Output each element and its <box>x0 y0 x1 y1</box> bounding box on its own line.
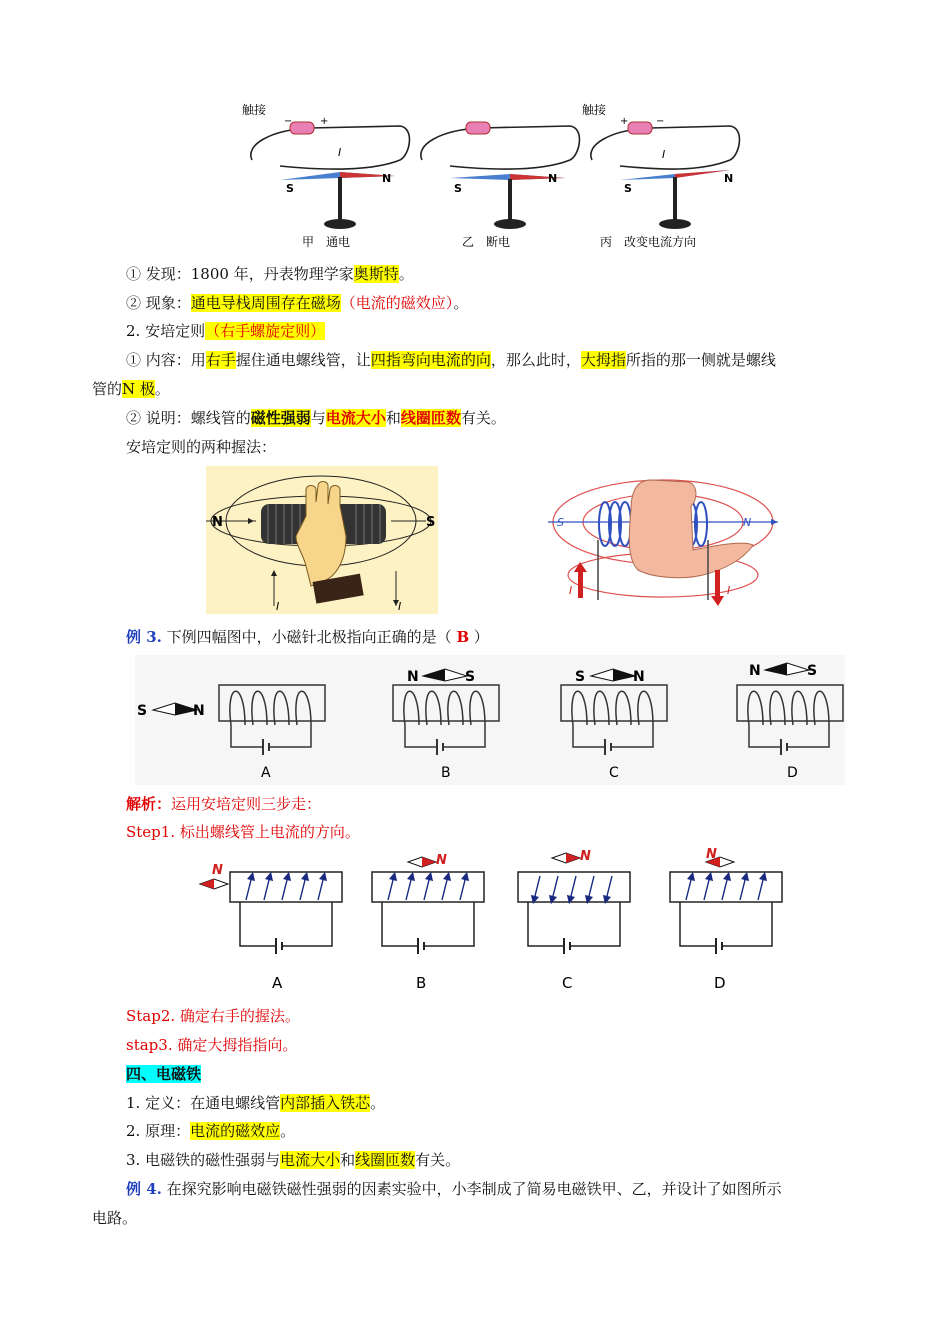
example-3-options-figure <box>135 655 845 785</box>
oersted-panel-b <box>421 122 580 249</box>
definition-line: 1. 定义：在通电螺线管内部插入铁芯。 <box>126 1094 386 1112</box>
svg-text:S: S <box>286 182 294 195</box>
svg-text:N: N <box>212 863 223 878</box>
oersted-experiment-figure <box>230 100 750 258</box>
two-grips-line: 安培定则的两种握法： <box>126 438 277 456</box>
analysis-line: 解析：运用安培定则三步走： <box>126 795 322 813</box>
svg-text:S: S <box>465 669 476 685</box>
compass-needle-icon <box>566 853 580 863</box>
current-direction-figure <box>196 846 796 996</box>
svg-text:+: + <box>320 116 329 127</box>
svg-text:D: D <box>787 765 798 781</box>
example-4-line-2: 电路。 <box>92 1209 138 1227</box>
solenoid-grip-figure-right <box>543 460 783 620</box>
svg-text:+: + <box>620 116 629 127</box>
battery-icon <box>466 122 490 134</box>
ampere-title: 2. 安培定则（右手螺旋定则） <box>126 322 326 340</box>
svg-text:D: D <box>714 974 726 992</box>
svg-text:N: N <box>436 853 447 868</box>
note-line: ② 说明：螺线管的磁性强弱与电流大小和线圈匝数有关。 <box>126 409 506 427</box>
svg-text:N: N <box>548 172 558 185</box>
svg-text:S: S <box>807 663 818 679</box>
svg-text:N: N <box>743 516 752 529</box>
step1-diagram-c <box>518 849 630 992</box>
svg-text:I: I <box>662 148 666 161</box>
svg-text:B: B <box>416 974 427 992</box>
svg-text:B: B <box>441 765 451 781</box>
discovery-line: ① 发现：1800 年，丹表物理学家奥斯特。 <box>126 265 414 283</box>
solenoid-grip-figure-left <box>206 466 438 614</box>
step1-diagram-a <box>200 863 342 992</box>
battery-icon <box>290 122 314 134</box>
oersted-panel-c <box>582 102 739 249</box>
svg-text:S: S <box>426 515 436 530</box>
svg-text:S: S <box>454 182 462 195</box>
strength-line: 3. 电磁铁的磁性强弱与电流大小和线圈匝数有关。 <box>126 1151 461 1169</box>
svg-text:I: I <box>398 600 402 613</box>
svg-text:N: N <box>193 703 205 719</box>
principle-line: 2. 原理：电流的磁效应。 <box>126 1122 296 1140</box>
battery-icon <box>628 122 652 134</box>
svg-text:C: C <box>609 765 619 781</box>
section-4-title: 四、电磁铁 <box>126 1065 202 1083</box>
phenomenon-line: ② 现象：通电导栈周围存在磁场（电流的磁效应）。 <box>126 294 469 312</box>
example-4-line-1: 例 4. 在探究影响电磁铁磁性强弱的因素实验中，小李制成了简易电磁铁甲、乙，并设计了如图所示 <box>126 1180 782 1198</box>
svg-text:N: N <box>407 669 419 685</box>
svg-text:N: N <box>724 172 734 185</box>
caption-a: 甲 通电 <box>302 235 351 249</box>
svg-text:A: A <box>272 974 283 992</box>
svg-text:S: S <box>137 703 148 719</box>
svg-text:S: S <box>624 182 632 195</box>
svg-text:I: I <box>338 146 342 159</box>
caption-c: 丙 改变电流方向 <box>600 235 697 249</box>
content-line-1: ① 内容：用右手握住通电螺线管，让四指弯向电流的向，那么此时，大拇指所指的那一侧就是螺线 <box>126 351 776 369</box>
svg-text:N: N <box>749 663 761 679</box>
svg-text:−: − <box>656 116 665 127</box>
touch-label: 触接 <box>582 103 607 117</box>
svg-text:C: C <box>562 974 573 992</box>
step-3-line: stap3. 确定大拇指指向。 <box>126 1036 298 1054</box>
step-1-line: Step1. 标出螺线管上电流的方向。 <box>126 823 360 841</box>
svg-text:S: S <box>575 669 586 685</box>
step1-diagram-d <box>670 847 782 992</box>
step-2-line: Stap2. 确定右手的握法。 <box>126 1007 300 1025</box>
right-hand-icon <box>629 480 753 578</box>
svg-text:N: N <box>706 847 717 862</box>
content-line-2: 管的N 极。 <box>92 380 170 398</box>
svg-text:I: I <box>727 584 731 597</box>
svg-text:I: I <box>569 584 573 597</box>
compass-needle-icon <box>200 879 214 889</box>
example-3-question: 例 3. 下例四幅图中，小磁针北极指向正确的是（ B ） <box>126 628 489 646</box>
svg-text:I: I <box>276 600 280 613</box>
svg-text:N: N <box>212 515 223 530</box>
svg-text:N: N <box>580 849 591 864</box>
oersted-panel-a <box>242 102 409 249</box>
step1-diagram-b <box>372 853 484 992</box>
compass-needle-icon <box>422 857 436 867</box>
svg-text:N: N <box>633 669 645 685</box>
svg-text:S: S <box>557 516 564 529</box>
touch-label: 触接 <box>242 103 267 117</box>
svg-text:−: − <box>284 116 293 127</box>
svg-text:N: N <box>382 172 392 185</box>
svg-text:A: A <box>261 765 271 781</box>
caption-b: 乙 断电 <box>462 235 511 249</box>
